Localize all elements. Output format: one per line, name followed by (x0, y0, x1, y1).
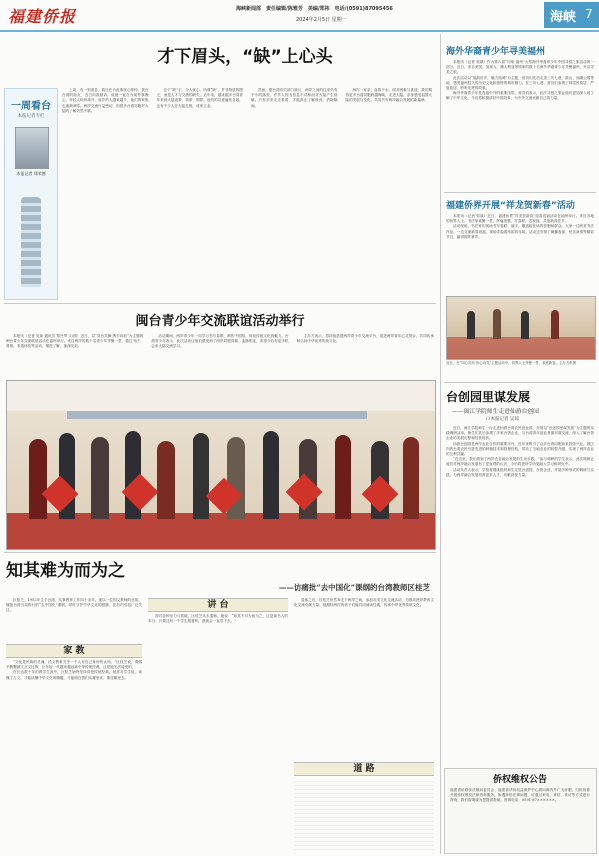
page-number: 7 (585, 7, 593, 21)
side2-title: 福建侨界开展“祥龙贺新春”活动 (446, 201, 575, 211)
side3-subtitle: ——闽江学院师生走进仙游台创园 (452, 409, 539, 415)
column-title: 一周看台 (11, 101, 51, 112)
pagoda-illustration (21, 197, 41, 287)
author-photo (15, 127, 49, 169)
feature-title: 知其难为而为之 (6, 561, 125, 581)
masthead (0, 0, 599, 32)
section-name: 海峡 (550, 10, 577, 25)
masthead-brand: 福建侨报 (8, 7, 77, 26)
side1-body: 本报讯（记者 郭斌）作为第六届“印象·福州”大型海外华裔青少年中国寻根之旅活动的一部分，近日，来自美国、加拿大、澳大利亚等国家的数十名海外华裔青少年齐聚福州，开启寻美之旅。 此次活动以“福韵侨乡，魅力榕城”为主题，营员们先后走进三坊七巷、鼓山、西湖公园等地，感受福州悠久的历史文化和独特的城市魅力。在三坊七巷，营员们参观了林觉民故居、严复故居，聆听先贤的故事。 海外华裔青少年是连接中外的重要纽带。营员们表示，此次寻根之旅让他们更加深入地了解了中华文化，今后将积极讲好中国故事，为中外交流贡献自己的力量。 (446, 60, 594, 101)
side3-title: 台创园里谋发展 (446, 390, 531, 404)
side2-photo (446, 296, 596, 360)
sub-head-daolu: 道 路 (294, 762, 434, 776)
ministory-title: 闽台青少年交流联谊活动举行 (135, 314, 305, 329)
side3-author: 口本报记者 吴琼 (486, 417, 519, 422)
side2-caption: 近日，在“同心同乐·侨心向党”主题活动中，侨界人士齐聚一堂，欢度新春。主办方供图 (446, 361, 576, 365)
feature-subtitle: ——访痛批“去中国化”课纲的台湾教师区桂芝 (278, 583, 430, 592)
feature-body-a: 区桂芝，1952年生于台湾，从事教育工作四十余年。她以一位国文教师的良知，痛批台湾当局推行的“去中国化”课纲，呼吁守护中华文化的根脉，在岛内引起广泛关注。 (6, 598, 142, 613)
side2-body: 本报讯（记者 郭斌）近日，福建侨界“祥龙贺新春”迎春送福活动在福州举行。来自各地的侨界人士、书法家欢聚一堂，挥毫泼墨，写春联、送祝福，共迎新春佳节。 活动现场，书法家们现场书写春联、福字，赠送给在场的侨胞和群众。大家一边欣赏书法作品，一边交流新春祝福，现场洋溢着浓浓的年味。活动还安排了舞狮表演、民乐演奏等精彩节目，赢得阵阵掌声。 (446, 214, 594, 239)
lead-body: 上周，有一则消息，我还在为此事忧心忡忡。我在台湾的朋友，近日向我倾诉，说他一直在为某件事操心，年轻人纷纷离开，返乡的人越来越少，他们的家族也逐渐凋零。两岸交流日益密切，但很多台湾同胞对大陆的了解仍然不够。 这个“缺”字，令人忧心。所谓“缺”，并非物质的匮乏，而是人才与交流的缺失。近年来，越来越多台湾青年来到大陆追梦、筑梦、圆梦，他们的足迹遍布各地，也有不少人在大陆扎根，成家立业。 然而，据台湾有关部门统计，两岸之间的往来仍有不小的落差，许多人因为信息不对称而对大陆产生误解。只有多来走走看看，才能真正了解彼此，消除隔阂。 两岸一家亲，血浓于水。面对困难与挑战，我们期待更多台湾同胞跨越海峡，走进大陆，亲身感受祖国大陆的发展与变化，共同书写两岸融合发展的新篇章。 (62, 88, 432, 113)
sub-head-jiangtai: 讲 台 (148, 598, 288, 612)
author-byline: 本报记者 郑荣德 (16, 171, 46, 176)
notice-title: 侨权维权公告 (492, 775, 547, 785)
masthead-date: 2024年2月5日 星期一 (296, 17, 347, 23)
column-sidebar (4, 88, 58, 300)
notice-body: 福建省侨联侨法顾问委员会、福建省华侨权益保护中心面向海内外广大侨胞、归侨侨眷开展侨权维权法律咨询服务。如遇涉侨法律问题，可通过来电、来信、来访等方式进行咨询，我们将竭诚为您提供帮助。咨询电话：0591-87××××××。 (450, 788, 590, 803)
feature-body-d: 退休之后，区桂芝仍然奔走于两岸之间，参加各类文化交流活动，为推动两岸教育文化交流贡献力量。她期待两岸的孩子们能共同诵读经典，传承中华优秀传统文化。 (294, 598, 434, 608)
column-subtitle: 本报记者专栏 (17, 114, 45, 119)
side3-body: 近日，闽江学院师生一行走进仙游台湾农民创业园，开展以“台创园里谋发展”为主题的实践调研活动。师生们先后参观了多家台资企业，与台湾青年创业者面对面交流，深入了解台资企业的发展历程和经营现状。 仙游台创园是两岸农业合作的重要平台，近年来吸引了众多台湾同胞前来投资兴业。园区内的台湾农民引进先进的种植技术和管理经验，带动了当地农业的转型升级，实现了两岸农业的互利共赢。 “在这里，我们看到了两岸农业融合发展的生动实践。”参与调研的学生表示，此次调研让他们对两岸融合发展有了更直观的认识，今后将把所学所见融入学习和研究中。 活动负责人表示，学校将继续组织师生走进台创园、台资企业，开展多种形式的调研与实践，为两岸融合发展培养更多人才，贡献高校力量。 (446, 426, 594, 477)
masthead-info: 海峡新闻部 责任编辑/陈雅芳 美编/郑祎 电话/(0591)87095456 (236, 6, 393, 12)
sub-head-jiajiao: 家 教 (6, 644, 142, 658)
feature-body-b: “文化是民族的灵魂，语文教育关乎一个人对自己身份的认同。”区桂芝说，课纲不断删减文言文比例，让年轻一代越来越远离中华传统经典，这是她无法接受的。 在长达数十年的教学生涯中，区桂芝始终坚持讲授传统经典。她常对学生说，读懂了古文，才能读懂中华文化的精髓，才能明白我们从哪里来、要往哪里去。 (6, 660, 142, 680)
ministory-photo (6, 380, 436, 550)
side1-title: 海外华裔青少年寻美福州 (446, 47, 546, 57)
ministory-body: 本报讯（记者 吴琼 通讯员 郑丹琴 文/图）近日，以“同台共舞·携手向前”为主题的闽台青少年交流联谊活动在福州举行。来自两岸的数十名青少年齐聚一堂，通过书法、剪纸、非遗体验等活动，增进了解、加深友谊。 活动期间，两岸青少年一同学习书写春联、制作中国结，体验传统文化的魅力。台湾青少年表示，此次活动让他们感受到了两岸同根同源、血脉相连，希望今后有更多机会来大陆交流学习。 主办方表示，将持续搭建两岸青少年交流平台，促进两岸青年心灵契合，共同传承和弘扬中华优秀传统文化。 (6, 334, 434, 349)
feature-body-c: 面对各种压力与质疑，区桂芝从未退缩。她说：“知其不可为而为之，这是读书人的本分。只要还有一个学生愿意听，我就会一直讲下去。” (148, 614, 288, 624)
lead-title: 才下眉头，“缺”上心头 (157, 47, 333, 67)
feature-blank (294, 778, 434, 852)
